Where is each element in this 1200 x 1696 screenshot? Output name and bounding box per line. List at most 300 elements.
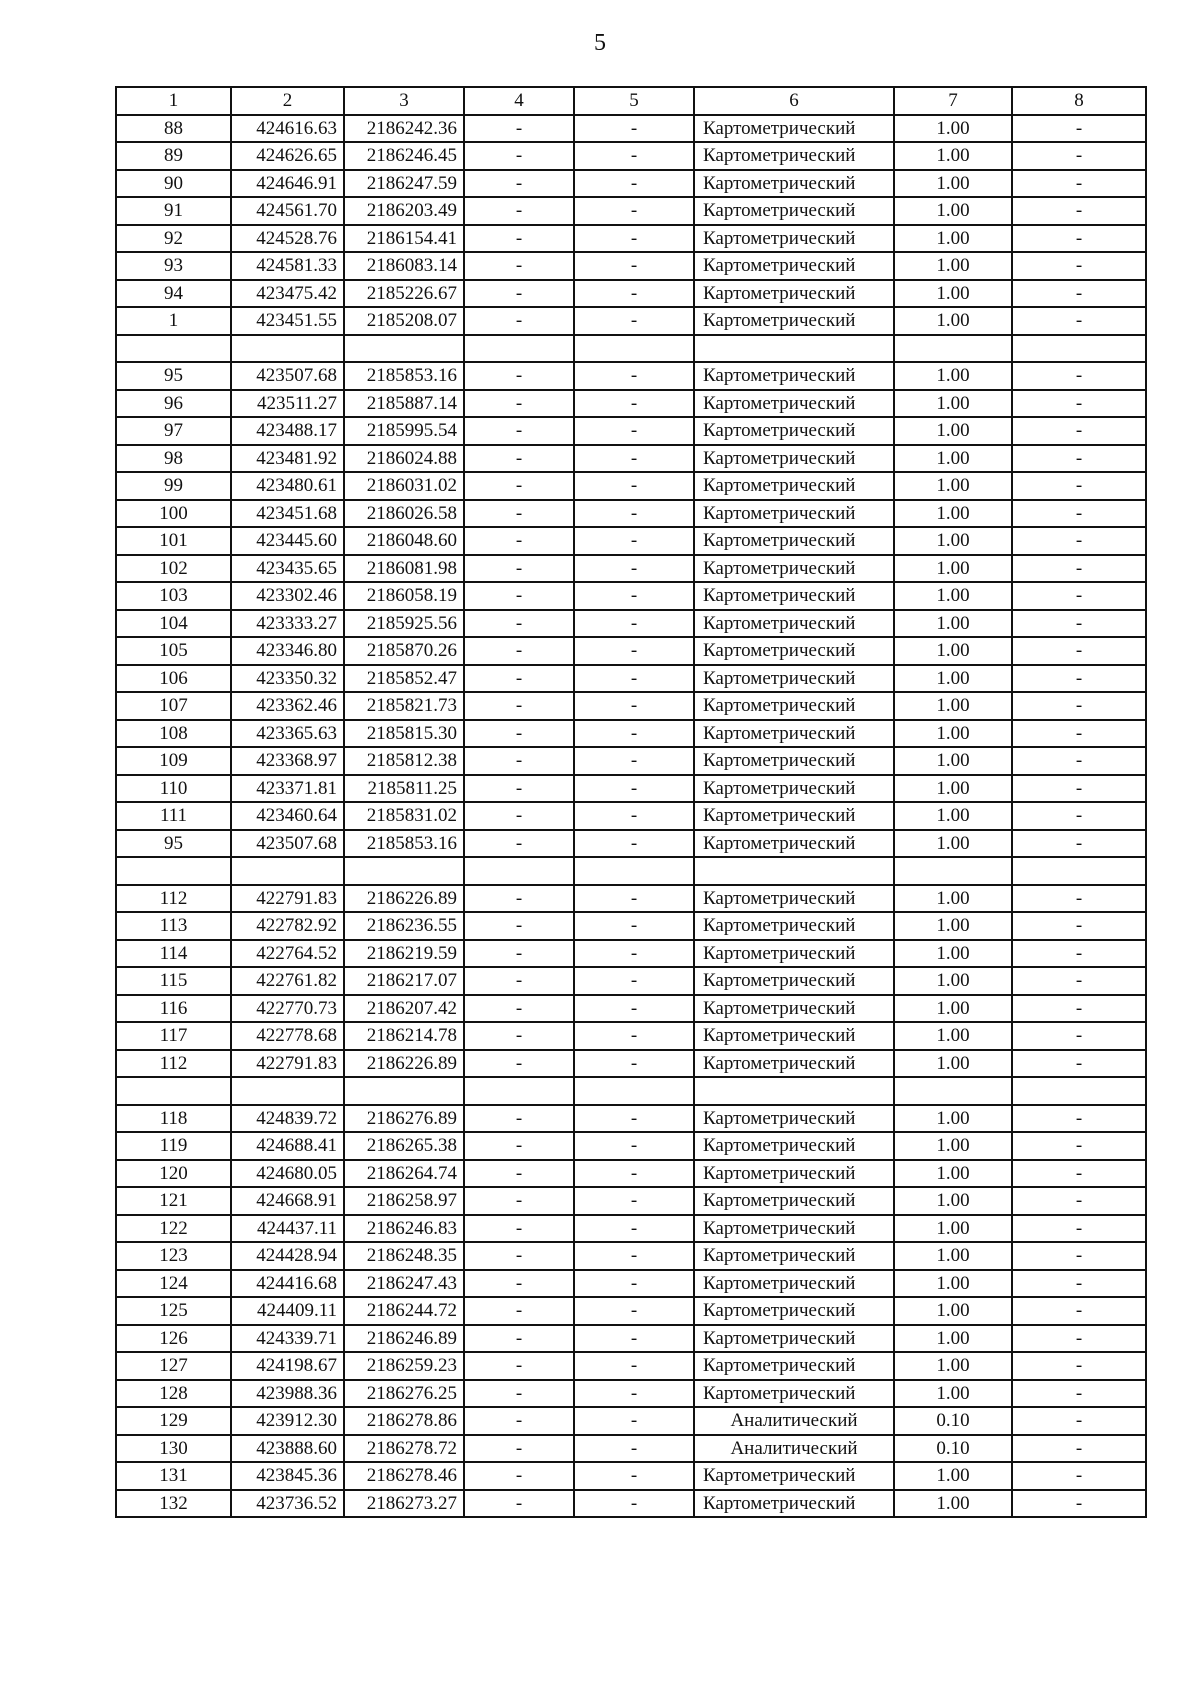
accuracy-cell: 1.00 [894,555,1012,583]
col5-cell: - [574,885,694,913]
y-coordinate-cell: 2186048.60 [344,527,464,555]
method-cell [694,1077,894,1105]
col8-cell: - [1012,555,1146,583]
table-row [116,225,1146,253]
method-cell: Картометрический [694,802,894,830]
col4-cell: - [464,885,574,913]
accuracy-cell: 1.00 [894,115,1012,143]
x-coordinate-cell: 422761.82 [231,967,344,995]
point-number-cell: 103 [116,582,231,610]
x-coordinate-cell: 424561.70 [231,197,344,225]
col8-cell: - [1012,1242,1146,1270]
point-number-cell: 102 [116,555,231,583]
col8-cell: - [1012,417,1146,445]
col4-cell: - [464,1325,574,1353]
accuracy-cell: 1.00 [894,445,1012,473]
x-coordinate-cell: 424646.91 [231,170,344,198]
table-header-row [116,87,1146,115]
col4-cell: - [464,1132,574,1160]
x-coordinate-cell: 423475.42 [231,280,344,308]
col8-cell: - [1012,582,1146,610]
accuracy-cell: 1.00 [894,1050,1012,1078]
table-row [116,637,1146,665]
y-coordinate-cell: 2186276.89 [344,1105,464,1133]
y-coordinate-cell: 2186278.46 [344,1462,464,1490]
x-coordinate-cell: 423888.60 [231,1435,344,1463]
table-row [116,527,1146,555]
table-row [116,995,1146,1023]
point-number-cell: 110 [116,775,231,803]
col8-cell: - [1012,1435,1146,1463]
accuracy-cell: 1.00 [894,1352,1012,1380]
point-number-cell [116,335,231,363]
x-coordinate-cell: 423511.27 [231,390,344,418]
accuracy-cell: 1.00 [894,1187,1012,1215]
col5-cell: - [574,1050,694,1078]
accuracy-cell [894,1077,1012,1105]
col8-cell: - [1012,1325,1146,1353]
col5-cell [574,1077,694,1105]
col5-cell: - [574,912,694,940]
accuracy-cell: 1.00 [894,225,1012,253]
col5-cell: - [574,252,694,280]
x-coordinate-cell: 424409.11 [231,1297,344,1325]
col5-cell: - [574,307,694,335]
col4-cell: - [464,747,574,775]
y-coordinate-cell [344,335,464,363]
y-coordinate-cell: 2186203.49 [344,197,464,225]
method-cell: Картометрический [694,142,894,170]
table-row [116,1242,1146,1270]
y-coordinate-cell: 2185208.07 [344,307,464,335]
col4-cell: - [464,390,574,418]
col5-cell: - [574,1105,694,1133]
table-row [116,1187,1146,1215]
col5-cell: - [574,747,694,775]
col8-cell: - [1012,1022,1146,1050]
accuracy-cell [894,857,1012,885]
table-row [116,830,1146,858]
method-cell: Картометрический [694,775,894,803]
method-cell: Картометрический [694,610,894,638]
method-cell: Картометрический [694,225,894,253]
accuracy-cell: 1.00 [894,307,1012,335]
col5-cell: - [574,1215,694,1243]
col4-cell: - [464,665,574,693]
point-number-cell: 123 [116,1242,231,1270]
table-row [116,1490,1146,1518]
col4-cell: - [464,307,574,335]
x-coordinate-cell: 423302.46 [231,582,344,610]
col8-cell: - [1012,170,1146,198]
col4-cell: - [464,170,574,198]
col4-cell: - [464,1490,574,1518]
x-coordinate-cell: 423333.27 [231,610,344,638]
col5-cell: - [574,967,694,995]
y-coordinate-cell: 2186058.19 [344,582,464,610]
y-coordinate-cell: 2186214.78 [344,1022,464,1050]
x-coordinate-cell: 423451.55 [231,307,344,335]
col5-cell: - [574,527,694,555]
x-coordinate-cell [231,335,344,363]
accuracy-cell: 1.00 [894,197,1012,225]
accuracy-cell: 1.00 [894,1022,1012,1050]
col8-cell: - [1012,665,1146,693]
col5-cell: - [574,417,694,445]
col5-cell: - [574,225,694,253]
coordinates-table [115,86,1147,1518]
point-number-cell: 121 [116,1187,231,1215]
column-header: 4 [464,87,574,115]
table-row [116,1380,1146,1408]
method-cell: Картометрический [694,390,894,418]
x-coordinate-cell: 423736.52 [231,1490,344,1518]
y-coordinate-cell: 2186278.72 [344,1435,464,1463]
point-number-cell [116,857,231,885]
col5-cell: - [574,170,694,198]
col8-cell: - [1012,1490,1146,1518]
y-coordinate-cell: 2186242.36 [344,115,464,143]
x-coordinate-cell: 424198.67 [231,1352,344,1380]
col4-cell: - [464,720,574,748]
accuracy-cell: 1.00 [894,142,1012,170]
method-cell: Картометрический [694,885,894,913]
col4-cell: - [464,967,574,995]
x-coordinate-cell: 422791.83 [231,1050,344,1078]
col4-cell: - [464,1462,574,1490]
point-number-cell: 101 [116,527,231,555]
table-row [116,362,1146,390]
col5-cell [574,857,694,885]
method-cell: Картометрический [694,1187,894,1215]
x-coordinate-cell: 423481.92 [231,445,344,473]
x-coordinate-cell: 423368.97 [231,747,344,775]
col5-cell: - [574,775,694,803]
col8-cell: - [1012,775,1146,803]
column-header: 1 [116,87,231,115]
x-coordinate-cell: 424839.72 [231,1105,344,1133]
table-row [116,610,1146,638]
accuracy-cell: 1.00 [894,967,1012,995]
accuracy-cell: 1.00 [894,637,1012,665]
accuracy-cell: 1.00 [894,1242,1012,1270]
table-row [116,1022,1146,1050]
table-row [116,170,1146,198]
y-coordinate-cell: 2186236.55 [344,912,464,940]
col8-cell: - [1012,1462,1146,1490]
col8-cell: - [1012,527,1146,555]
col4-cell: - [464,995,574,1023]
method-cell [694,857,894,885]
col8-cell: - [1012,912,1146,940]
table-row [116,252,1146,280]
table-row [116,1325,1146,1353]
y-coordinate-cell: 2185925.56 [344,610,464,638]
y-coordinate-cell: 2185831.02 [344,802,464,830]
accuracy-cell: 1.00 [894,1105,1012,1133]
y-coordinate-cell: 2186246.89 [344,1325,464,1353]
col8-cell: - [1012,280,1146,308]
point-number-cell: 97 [116,417,231,445]
point-number-cell: 122 [116,1215,231,1243]
x-coordinate-cell: 422782.92 [231,912,344,940]
y-coordinate-cell: 2186273.27 [344,1490,464,1518]
column-header: 8 [1012,87,1146,115]
col4-cell: - [464,527,574,555]
y-coordinate-cell [344,1077,464,1105]
column-header: 3 [344,87,464,115]
point-number-cell: 131 [116,1462,231,1490]
col4-cell [464,857,574,885]
col4-cell: - [464,362,574,390]
col4-cell: - [464,225,574,253]
page-number: 5 [594,30,606,56]
col4-cell: - [464,830,574,858]
x-coordinate-cell: 422778.68 [231,1022,344,1050]
method-cell: Картометрический [694,1325,894,1353]
point-number-cell [116,1077,231,1105]
col8-cell: - [1012,1352,1146,1380]
col5-cell: - [574,472,694,500]
col5-cell: - [574,1325,694,1353]
col4-cell: - [464,445,574,473]
table-body [116,87,1146,1517]
accuracy-cell: 1.00 [894,280,1012,308]
point-number-cell: 107 [116,692,231,720]
table-row [116,197,1146,225]
point-number-cell: 111 [116,802,231,830]
accuracy-cell: 1.00 [894,390,1012,418]
accuracy-cell: 0.10 [894,1407,1012,1435]
table-row [116,1435,1146,1463]
x-coordinate-cell: 423912.30 [231,1407,344,1435]
method-cell [694,335,894,363]
method-cell: Картометрический [694,1050,894,1078]
col5-cell: - [574,1462,694,1490]
col4-cell: - [464,115,574,143]
col4-cell: - [464,417,574,445]
x-coordinate-cell: 423507.68 [231,362,344,390]
table-row [116,500,1146,528]
col5-cell: - [574,390,694,418]
method-cell: Картометрический [694,995,894,1023]
method-cell: Картометрический [694,417,894,445]
point-number-cell: 95 [116,362,231,390]
method-cell: Картометрический [694,527,894,555]
col8-cell: - [1012,115,1146,143]
method-cell: Картометрический [694,1022,894,1050]
accuracy-cell: 1.00 [894,1380,1012,1408]
method-cell: Картометрический [694,1380,894,1408]
method-cell: Картометрический [694,280,894,308]
column-header: 6 [694,87,894,115]
col4-cell: - [464,1297,574,1325]
col8-cell: - [1012,197,1146,225]
point-number-cell: 108 [116,720,231,748]
col5-cell: - [574,1407,694,1435]
separator-row [116,335,1146,363]
method-cell: Картометрический [694,967,894,995]
y-coordinate-cell: 2185226.67 [344,280,464,308]
y-coordinate-cell: 2186026.58 [344,500,464,528]
accuracy-cell: 1.00 [894,1490,1012,1518]
col4-cell: - [464,500,574,528]
table-row [116,912,1146,940]
col4-cell: - [464,1242,574,1270]
y-coordinate-cell: 2186226.89 [344,885,464,913]
table-row [116,417,1146,445]
table-row [116,775,1146,803]
point-number-cell: 96 [116,390,231,418]
method-cell: Картометрический [694,582,894,610]
x-coordinate-cell: 424680.05 [231,1160,344,1188]
x-coordinate-cell: 423451.68 [231,500,344,528]
col5-cell: - [574,1352,694,1380]
col5-cell [574,335,694,363]
method-cell: Картометрический [694,637,894,665]
point-number-cell: 109 [116,747,231,775]
x-coordinate-cell: 422770.73 [231,995,344,1023]
x-coordinate-cell: 424626.65 [231,142,344,170]
y-coordinate-cell: 2185853.16 [344,830,464,858]
method-cell: Аналитический [694,1407,894,1435]
accuracy-cell: 1.00 [894,362,1012,390]
y-coordinate-cell: 2186207.42 [344,995,464,1023]
accuracy-cell: 1.00 [894,500,1012,528]
col8-cell: - [1012,142,1146,170]
point-number-cell: 88 [116,115,231,143]
col4-cell: - [464,692,574,720]
method-cell: Картометрический [694,252,894,280]
accuracy-cell: 1.00 [894,1132,1012,1160]
method-cell: Картометрический [694,170,894,198]
col5-cell: - [574,1490,694,1518]
col4-cell: - [464,555,574,583]
y-coordinate-cell: 2185852.47 [344,665,464,693]
table-row [116,390,1146,418]
table-row [116,115,1146,143]
point-number-cell: 126 [116,1325,231,1353]
col4-cell: - [464,1050,574,1078]
x-coordinate-cell [231,1077,344,1105]
y-coordinate-cell: 2186264.74 [344,1160,464,1188]
accuracy-cell: 1.00 [894,830,1012,858]
col8-cell: - [1012,390,1146,418]
table-row [116,1132,1146,1160]
col4-cell: - [464,1352,574,1380]
table-row [116,142,1146,170]
x-coordinate-cell: 424437.11 [231,1215,344,1243]
col8-cell: - [1012,1160,1146,1188]
point-number-cell: 118 [116,1105,231,1133]
col8-cell: - [1012,830,1146,858]
col4-cell: - [464,142,574,170]
table-row [116,720,1146,748]
point-number-cell: 124 [116,1270,231,1298]
y-coordinate-cell: 2186031.02 [344,472,464,500]
point-number-cell: 125 [116,1297,231,1325]
accuracy-cell: 1.00 [894,692,1012,720]
col4-cell: - [464,252,574,280]
col4-cell: - [464,1270,574,1298]
method-cell: Картометрический [694,665,894,693]
col8-cell: - [1012,1215,1146,1243]
table-row [116,1352,1146,1380]
x-coordinate-cell: 423350.32 [231,665,344,693]
col8-cell: - [1012,747,1146,775]
col8-cell: - [1012,225,1146,253]
table-row [116,555,1146,583]
y-coordinate-cell: 2185995.54 [344,417,464,445]
col4-cell: - [464,197,574,225]
table-row [116,1407,1146,1435]
y-coordinate-cell: 2186246.45 [344,142,464,170]
point-number-cell: 113 [116,912,231,940]
point-number-cell: 132 [116,1490,231,1518]
col5-cell: - [574,555,694,583]
table-row [116,1270,1146,1298]
y-coordinate-cell: 2186248.35 [344,1242,464,1270]
y-coordinate-cell: 2186246.83 [344,1215,464,1243]
y-coordinate-cell: 2186258.97 [344,1187,464,1215]
col5-cell: - [574,720,694,748]
col4-cell: - [464,1022,574,1050]
col4-cell: - [464,1105,574,1133]
col4-cell: - [464,637,574,665]
col8-cell: - [1012,1132,1146,1160]
col4-cell: - [464,912,574,940]
col5-cell: - [574,940,694,968]
col8-cell: - [1012,445,1146,473]
method-cell: Картометрический [694,830,894,858]
col5-cell: - [574,1160,694,1188]
col8-cell: - [1012,500,1146,528]
method-cell: Картометрический [694,115,894,143]
col8-cell: - [1012,637,1146,665]
x-coordinate-cell: 424528.76 [231,225,344,253]
col5-cell: - [574,802,694,830]
method-cell: Картометрический [694,1242,894,1270]
method-cell: Картометрический [694,445,894,473]
method-cell: Картометрический [694,555,894,583]
accuracy-cell: 1.00 [894,582,1012,610]
table-row [116,280,1146,308]
col8-cell: - [1012,362,1146,390]
x-coordinate-cell: 423445.60 [231,527,344,555]
x-coordinate-cell: 423362.46 [231,692,344,720]
point-number-cell: 119 [116,1132,231,1160]
accuracy-cell: 1.00 [894,610,1012,638]
col8-cell [1012,1077,1146,1105]
method-cell: Картометрический [694,1352,894,1380]
table-row [116,1160,1146,1188]
col8-cell: - [1012,472,1146,500]
x-coordinate-cell: 424616.63 [231,115,344,143]
x-coordinate-cell: 423988.36 [231,1380,344,1408]
point-number-cell: 94 [116,280,231,308]
y-coordinate-cell: 2186083.14 [344,252,464,280]
method-cell: Картометрический [694,1297,894,1325]
col5-cell: - [574,280,694,308]
point-number-cell: 112 [116,885,231,913]
x-coordinate-cell: 423460.64 [231,802,344,830]
point-number-cell: 117 [116,1022,231,1050]
accuracy-cell: 1.00 [894,1215,1012,1243]
method-cell: Картометрический [694,500,894,528]
col4-cell [464,1077,574,1105]
y-coordinate-cell: 2186247.59 [344,170,464,198]
accuracy-cell: 1.00 [894,747,1012,775]
